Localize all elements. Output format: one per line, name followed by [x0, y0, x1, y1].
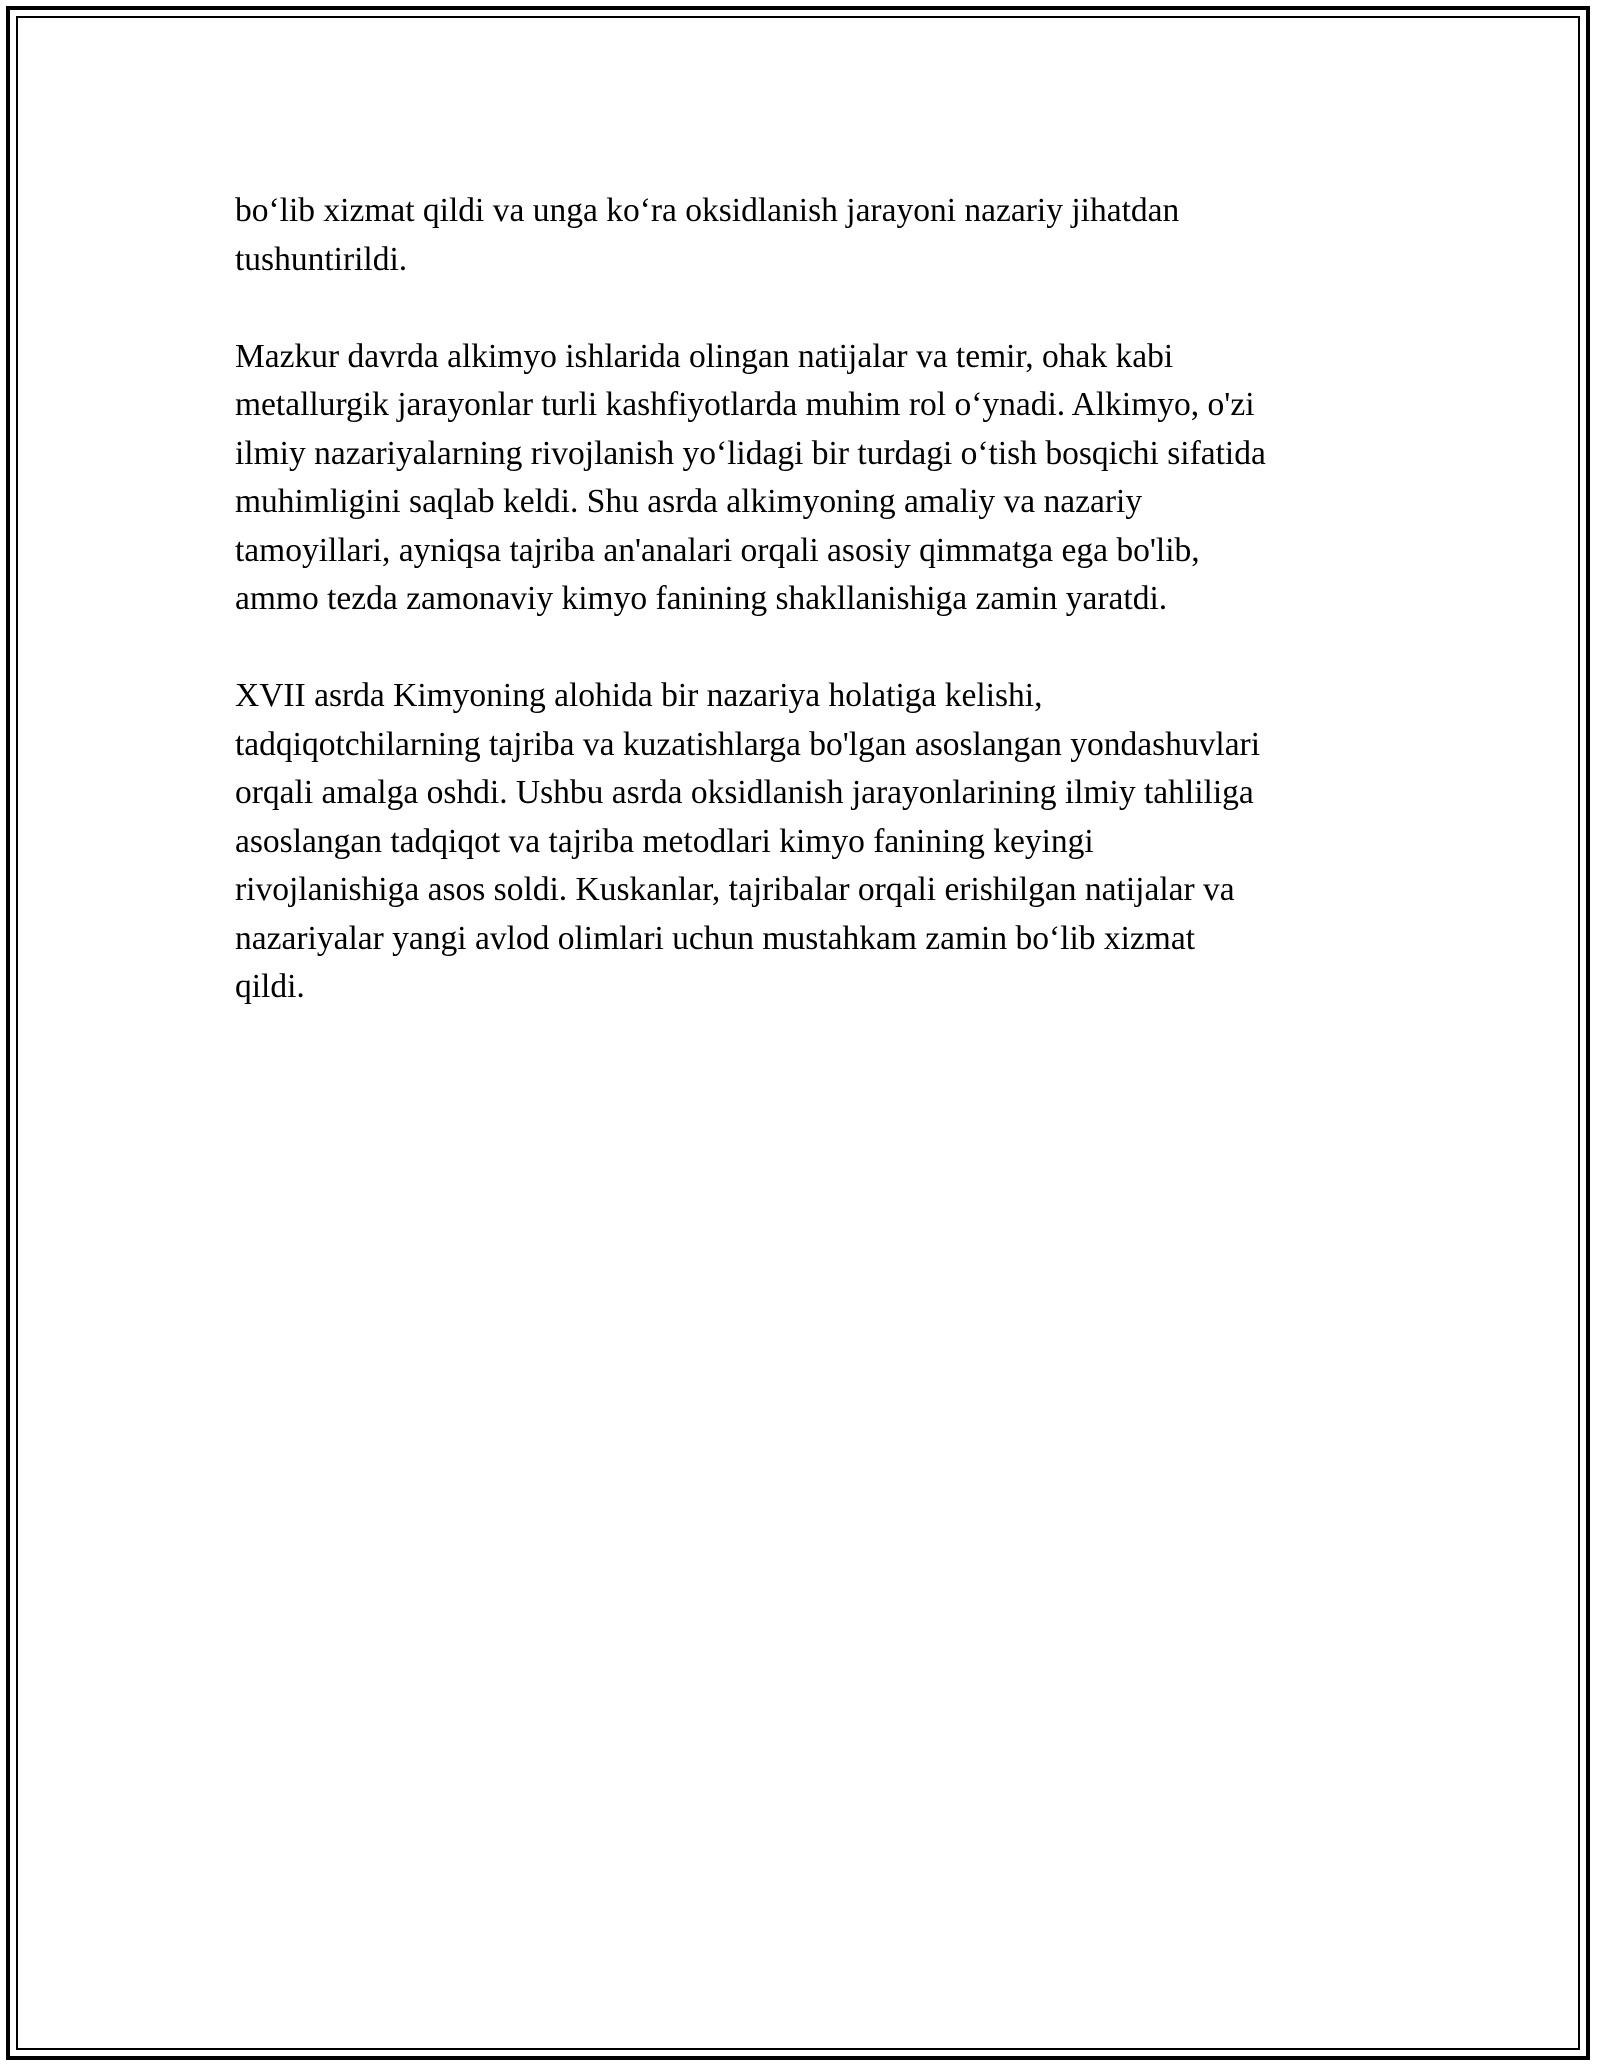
page-content — [235, 187, 1385, 1060]
paragraph-1: bo‘lib xizmat qildi va unga ko‘ra oksidlanish jarayoni nazariy jihatdan tushuntirildi. — [235, 192, 1180, 278]
paragraph-3: XVII asrda Kimyoning alohida bir nazariya holatiga kelishi, tadqiqotchilarning tajriba va kuzatishlarga bo'lgan asoslangan yondashuvlari orqali amalga oshdi. Ushbu asrda oksidlanish jarayonlarining ilmiy tahliliga asoslangan tadqiqot va tajriba metodlari kimyo fanining keyingi rivojlanishiga asos soldi. Kuskanlar, tajribalar orqali erishilgan natijalar va nazariyalar yangi avlod olimlari uchun mustahkam zamin bo‘lib xizmat qildi. — [235, 677, 1261, 1005]
paragraph-2: Mazkur davrda alkimyo ishlarida olingan natijalar va temir, ohak kabi metallurgik jarayonlar turli kashfiyotlarda muhim rol o‘ynadi. Alkimyo, o'zi ilmiy nazariyalarning rivojlanish yo‘lidagi bir turdagi o‘tish bosqichi sifatida muhimligini saqlab keldi. Shu asrda alkimyoning amaliy va nazariy tamoyillari, ayniqsa tajriba an'analari orqali asosiy qimmatga ega bo'lib, ammo tezda zamonaviy kimyo fanining shakllanishiga zamin yaratdi. — [235, 337, 1266, 617]
